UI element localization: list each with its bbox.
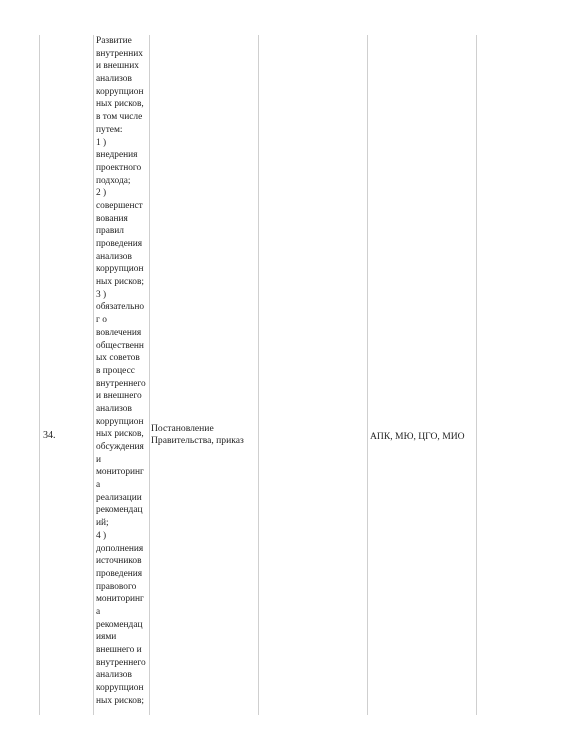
description-line: внутренних	[96, 48, 143, 59]
description-line: проведения	[96, 568, 143, 579]
description-line: обязательно	[96, 302, 145, 313]
description-line: 3 )	[96, 289, 107, 300]
description-line: внешнего и	[96, 645, 142, 655]
description-line: Развитие	[96, 36, 132, 46]
description-line: анализов	[96, 251, 132, 262]
description-line: рекомендац	[96, 619, 143, 630]
description-line: путем:	[96, 124, 123, 135]
description-line: анализов	[96, 74, 132, 85]
description-line: внутреннего	[96, 657, 146, 668]
description-line: а	[96, 606, 101, 617]
description-line: и	[96, 454, 102, 465]
description-line: ных рисков,	[96, 429, 144, 440]
description-line: совершенст	[96, 200, 143, 211]
description-line: ных рисков,	[96, 99, 144, 110]
description-line: мониторинг	[96, 594, 144, 605]
description-line: коррупцион	[96, 86, 144, 97]
table-border-left	[39, 35, 40, 715]
row-number: 34.	[43, 430, 56, 441]
description-line: анализов	[96, 670, 132, 681]
description-line: в том числе	[96, 112, 143, 123]
description-line: проектного	[96, 162, 142, 173]
description-line: иями	[96, 632, 117, 643]
description-line: вования	[96, 213, 128, 224]
description-line: анализов	[96, 403, 132, 414]
description-line: мониторинг	[96, 467, 144, 478]
responsible-executors: АПК, МЮ, ЦГО, МИО	[370, 431, 465, 442]
measure-description	[96, 35, 148, 707]
table-column-divider	[149, 35, 150, 715]
description-line: г о	[96, 315, 107, 326]
description-line: дополнения	[96, 543, 144, 554]
description-line: 4 )	[96, 530, 107, 541]
description-line: внутреннего	[96, 378, 146, 389]
description-line: правил	[96, 226, 124, 237]
description-line: ых советов	[96, 353, 140, 364]
description-line: обсуждения	[96, 442, 144, 452]
description-line: рекомендац	[96, 505, 143, 516]
description-line: а	[96, 480, 101, 491]
completion-form-line: Правительства, приказ	[151, 435, 244, 446]
description-line: и внешних	[96, 61, 139, 72]
description-line: 2 )	[96, 188, 107, 199]
description-line: реализации	[96, 492, 142, 503]
description-line: и внешнего	[96, 391, 142, 402]
description-line: вовлечения	[96, 327, 142, 338]
description-line: проведения	[96, 239, 143, 249]
table-column-divider	[258, 35, 259, 715]
description-line: коррупцион	[96, 264, 144, 275]
description-line: ных рисков;	[96, 695, 145, 706]
description-line: внедрения	[96, 150, 138, 161]
description-line: подхода;	[96, 175, 131, 186]
description-line: общественн	[96, 340, 144, 351]
description-line: ий;	[96, 518, 109, 529]
table-column-divider	[476, 35, 477, 715]
table-column-divider	[367, 35, 368, 715]
description-line: коррупцион	[96, 683, 144, 694]
description-line: коррупцион	[96, 416, 144, 427]
description-line: источников	[96, 556, 142, 567]
description-line: правового	[96, 581, 137, 592]
description-line: в процесс	[96, 365, 135, 376]
completion-form	[151, 423, 255, 447]
description-line: 1 )	[96, 137, 107, 148]
table-column-divider	[93, 35, 94, 715]
description-line: ных рисков;	[96, 277, 145, 288]
completion-form-line: Постановление	[151, 423, 214, 434]
